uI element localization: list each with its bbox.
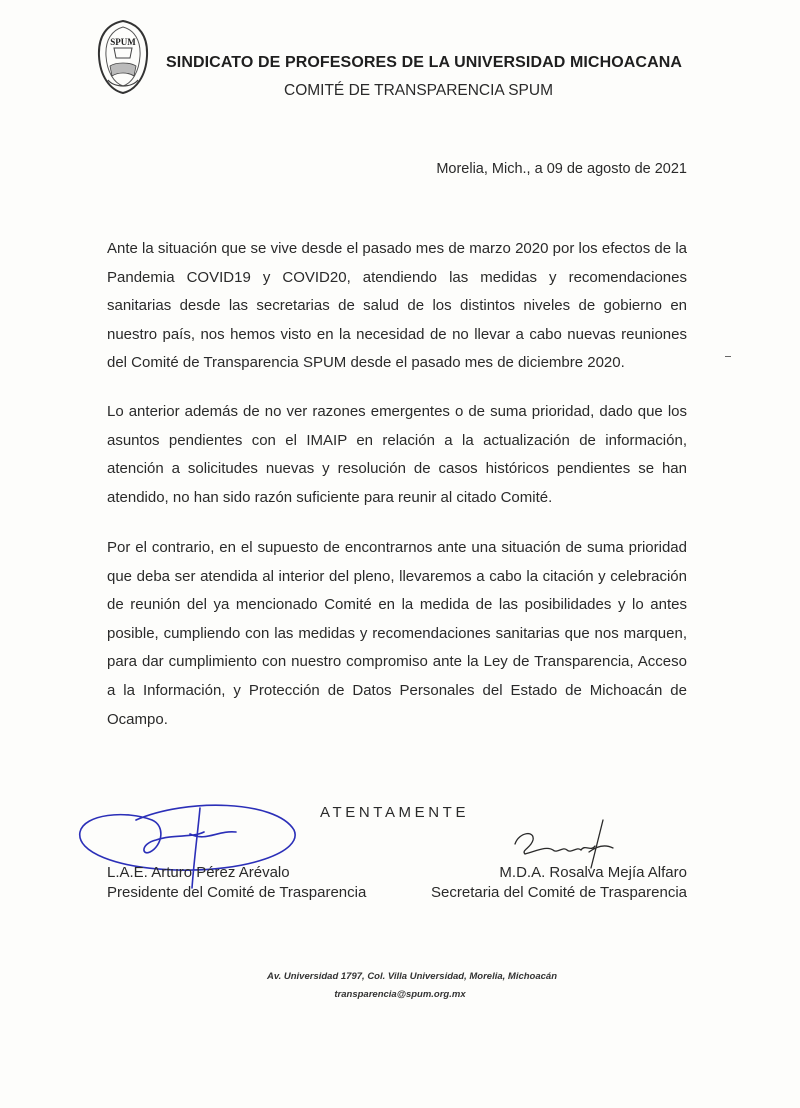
- body-paragraph-2: Lo anterior además de no ver razones emergentes o de suma prioridad, dado que los asuntos pendientes con el IMAIP en relación a la actualización de información, atención a solicitudes nuevas y resolución de casos históricos pendientes se han atendido, no han sido razón suficiente para reunir al citado Comité.: [107, 403, 687, 506]
- left-signature-block: [107, 863, 366, 903]
- body-paragraph-3: Por el contrario, en el supuesto de encontrarnos ante una situación de suma prioridad que deba ser atendida al interior del pleno, llevaremos a cabo la citación y celebración de reunión del ya mencionado Comité en la medida de las posibilidades y lo antes posible, cumpliendo con las medidas y recomendaciones sanitarias que nos marquen, para dar cumplimiento con nuestro compromiso ante la Ley de Transparencia, Acceso a la Información, y Protección de Datos Personales del Estado de Michoacán de Ocampo.: [107, 539, 687, 728]
- organization-name: SINDICATO DE PROFESORES DE LA UNIVERSIDAD MICHOACANA: [166, 54, 683, 71]
- left-signer-name: L.A.E. Arturo Pérez Arévalo: [107, 864, 290, 881]
- date-line: Morelia, Mich., a 09 de agosto de 2021: [436, 161, 687, 177]
- footer-address: Av. Universidad 1797, Col. Villa Universidad, Morelia, Michoacán: [266, 971, 558, 982]
- footer-email: transparencia@spum.org.mx: [334, 989, 466, 1000]
- closing-text: ATENTAMENTE: [320, 804, 470, 821]
- body-paragraph-1: Ante la situación que se vive desde el pasado mes de marzo 2020 por los efectos de la Pandemia COVID19 y COVID20, atendiendo las medidas y recomendaciones sanitarias desde las secretarias de salud de los distintos niveles de gobierno en nuestro país, nos hemos visto en la necesidad de no llevar a cabo nuevas reuniones del Comité de Transparencia SPUM desde el pasado mes de diciembre 2020.: [107, 240, 687, 372]
- committee-name: COMITÉ DE TRANSPARENCIA SPUM: [284, 82, 553, 99]
- right-signature-block: [431, 863, 687, 903]
- scan-mark: [725, 356, 731, 357]
- left-signer-title: Presidente del Comité de Trasparencia: [107, 884, 367, 901]
- spum-seal-logo: [94, 18, 152, 96]
- logo-text: SPUM: [110, 37, 136, 47]
- right-signer-title: Secretaria del Comité de Trasparencia: [431, 884, 687, 901]
- right-signer-name: M.D.A. Rosalva Mejía Alfaro: [499, 864, 687, 881]
